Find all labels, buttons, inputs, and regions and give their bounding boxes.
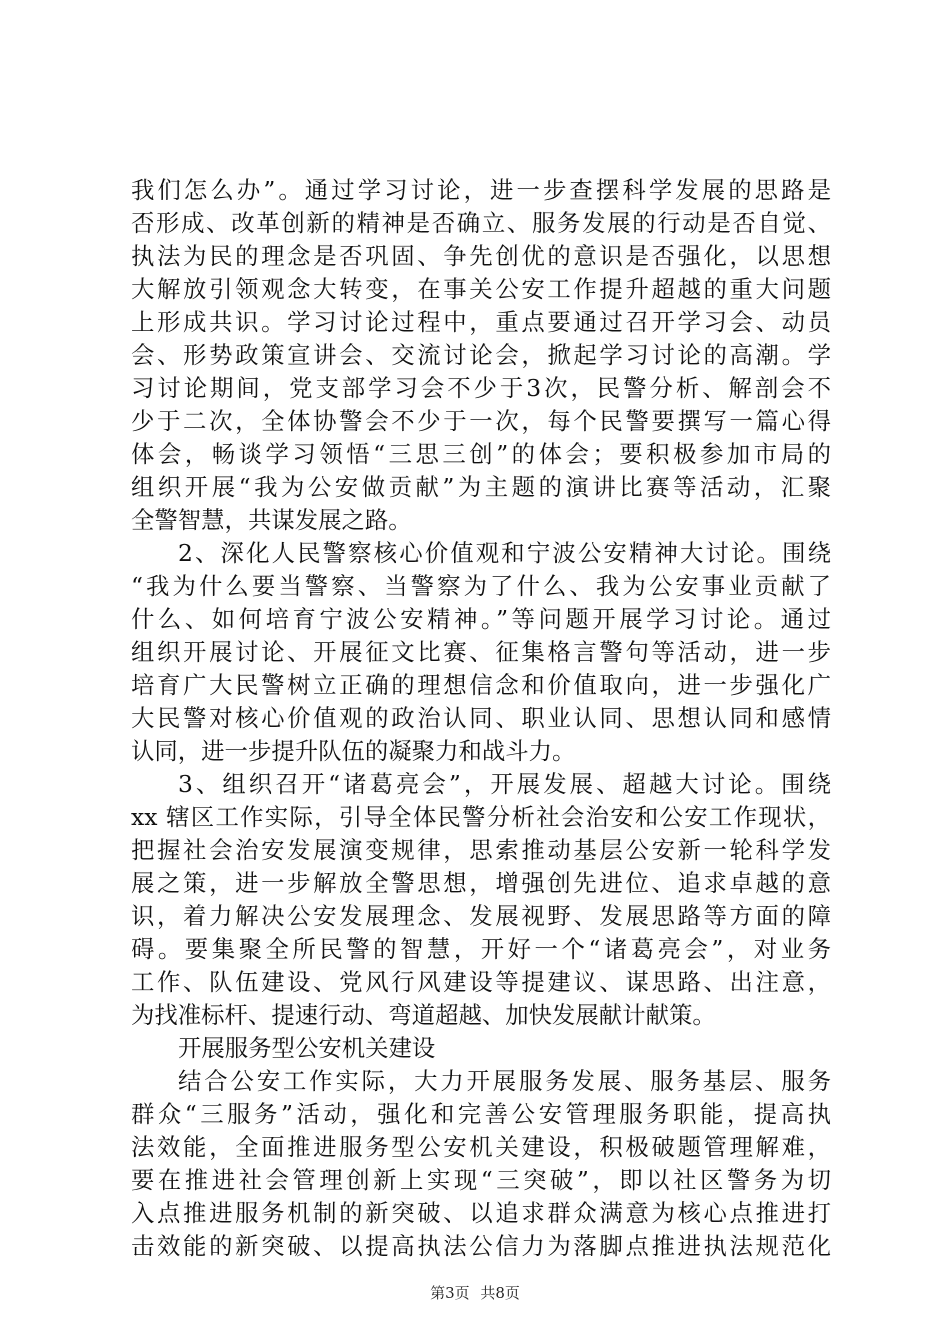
- document-body: [131, 174, 831, 1263]
- text-line: 执法为民的理念是否巩固、争先创优的意识是否强化，以思想: [131, 242, 831, 270]
- text-line: 结合公安工作实际，大力开展服务发展、服务基层、服务: [178, 1067, 831, 1095]
- page-total: 共8页: [480, 1284, 520, 1302]
- text-line: 2、深化人民警察核心价值观和宁波公安精神大讨论。围绕: [178, 539, 831, 567]
- text-line: 培育广大民警树立正确的理想信念和价值取向，进一步强化广: [131, 671, 831, 699]
- text-line: 识，着力解决公安发展理念、发展视野、发展思路等方面的障: [131, 902, 831, 930]
- text-line: 要在推进社会管理创新上实现“三突破”，即以社区警务为切: [131, 1166, 831, 1194]
- section-heading: 开展服务型公安机关建设: [178, 1034, 436, 1062]
- text-line: 什么、如何培育宁波公安精神。”等问题开展学习讨论。通过: [131, 605, 831, 633]
- text-line: 我们怎么办”。通过学习讨论，进一步查摆科学发展的思路是: [131, 176, 831, 204]
- text-line: 组织开展讨论、开展征文比赛、征集格言警句等活动，进一步: [131, 638, 831, 666]
- text-line: 3、组织召开“诸葛亮会”，开展发展、超越大讨论。围绕: [178, 770, 831, 798]
- text-line: 组织开展“我为公安做贡献”为主题的演讲比赛等活动，汇聚: [131, 473, 831, 501]
- text-line: 认同，进一步提升队伍的凝聚力和战斗力。: [131, 737, 576, 765]
- text-line: 大解放引领观念大转变，在事关公安工作提升超越的重大问题: [131, 275, 831, 303]
- text-line: 击效能的新突破、以提高执法公信力为落脚点推进执法规范化: [131, 1232, 831, 1260]
- text-line: “我为什么要当警察、当警察为了什么、我为公安事业贡献了: [131, 572, 831, 600]
- text-line: 群众“三服务”活动，强化和完善公安管理服务职能，提高执: [131, 1100, 831, 1128]
- text-line: 法效能，全面推进服务型公安机关建设，积极破题管理解难，: [131, 1133, 831, 1161]
- page-footer: [0, 1283, 950, 1303]
- text-line: 会、形势政策宣讲会、交流讨论会，掀起学习讨论的高潮。学: [131, 341, 831, 369]
- text-line: 工作、队伍建设、党风行风建设等提建议、谋思路、出注意，: [131, 968, 831, 996]
- text-line: 大民警对核心价值观的政治认同、职业认同、思想认同和感情: [131, 704, 831, 732]
- text-line: 为找准标杆、提速行动、弯道超越、加快发展献计献策。: [131, 1001, 716, 1029]
- text-line: 否形成、改革创新的精神是否确立、服务发展的行动是否自觉、: [131, 209, 831, 237]
- text-line: 习讨论期间，党支部学习会不少于3次，民警分析、解剖会不: [131, 374, 831, 402]
- text-line: 展之策，进一步解放全警思想，增强创先进位、追求卓越的意: [131, 869, 831, 897]
- text-line: 体会，畅谈学习领悟“三思三创”的体会；要积极参加市局的: [131, 440, 831, 468]
- text-line: xx 辖区工作实际，引导全体民警分析社会治安和公安工作现状，: [131, 803, 831, 831]
- text-line: 少于二次，全体协警会不少于一次，每个民警要撰写一篇心得: [131, 407, 831, 435]
- text-line: 上形成共识。学习讨论过程中，重点要通过召开学习会、动员: [131, 308, 831, 336]
- text-line: 把握社会治安发展演变规律，思索推动基层公安新一轮科学发: [131, 836, 831, 864]
- page-number: 第3页: [430, 1284, 470, 1302]
- text-line: 全警智慧，共谋发展之路。: [131, 506, 412, 534]
- text-line: 入点推进服务机制的新突破、以追求群众满意为核心点推进打: [131, 1199, 831, 1227]
- text-line: 碍。要集聚全所民警的智慧，开好一个“诸葛亮会”，对业务: [131, 935, 831, 963]
